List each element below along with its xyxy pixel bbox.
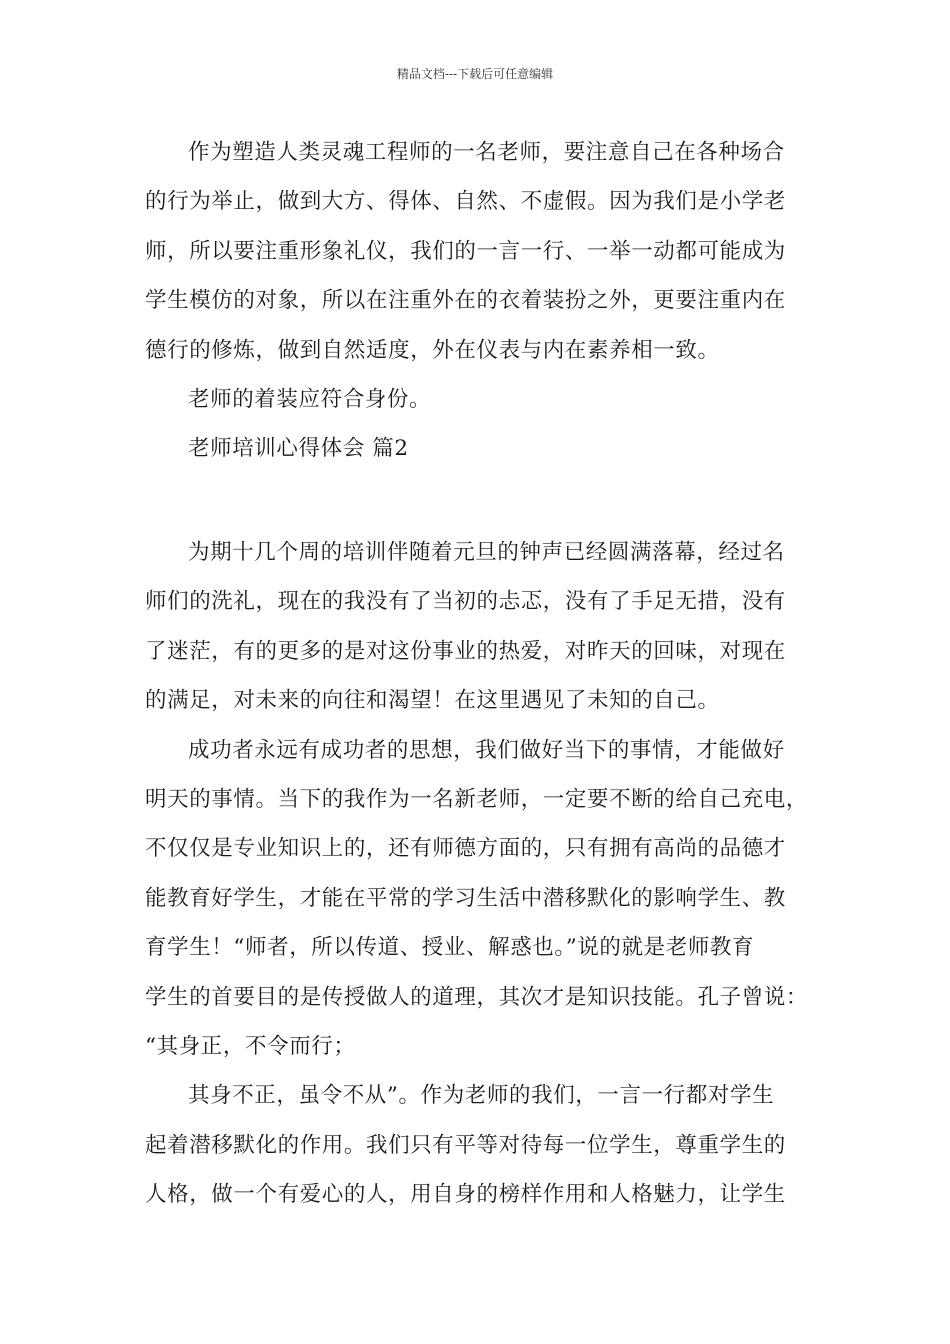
text-line: 其身不正，虽令不从”。作为老师的我们，一言一行都对学生 [188, 1083, 775, 1109]
text-line: 了迷茫，有的更多的是对这份事业的热爱，对昨天的回味，对现在 [145, 638, 786, 664]
text-line: 德行的修炼，做到自然适度，外在仪表与内在素养相一致。 [145, 337, 720, 363]
text-line: 不仅仅是专业知识上的，还有师德方面的，只有拥有高尚的品德才 [145, 836, 786, 862]
text-line: 作为塑造人类灵魂工程师的一名老师，要注意自己在各种场合 [188, 140, 785, 165]
text-line: 学生的首要目的是传授做人的道理，其次才是知识技能。孔子曾说： [145, 984, 809, 1010]
paragraph [145, 128, 807, 375]
text-line: 师们的洗礼，现在的我没有了当初的忐忑，没有了手足无措，没有 [145, 589, 786, 615]
paragraph [145, 726, 807, 1072]
section-heading [145, 424, 807, 473]
section-1 [145, 128, 807, 474]
heading-text: 老师培训心得体会 篇2 [188, 436, 409, 462]
text-line: 老师的着装应符合身份。 [188, 387, 432, 413]
section-2 [145, 528, 807, 1220]
text-line: 育学生！“师者，所以传道、授业、解惑也。”说的就是老师教育 [145, 935, 755, 961]
text-line: 的满足，对未来的向往和渴望！在这里遇见了未知的自己。 [145, 688, 720, 714]
text-line: 起着潜移默化的作用。我们只有平等对待每一位学生，尊重学生的 [145, 1132, 786, 1158]
text-line: 师，所以要注重形象礼仪，我们的一言一行、一举一动都可能成为 [145, 238, 786, 264]
page-header: 精品文档---下载后可任意编辑 [396, 67, 554, 81]
text-line: 明天的事情。当下的我作为一名新老师，一定要不断的给自己充电， [145, 787, 809, 813]
text-line: 人格，做一个有爱心的人，用自身的榜样作用和人格魅力，让学生 [145, 1182, 786, 1208]
paragraph [145, 375, 807, 424]
text-line: 的行为举止，做到大方、得体、自然、不虚假。因为我们是小学老 [145, 189, 786, 215]
text-line: 成功者永远有成功者的思想，我们做好当下的事情，才能做好 [188, 737, 785, 763]
paragraph [145, 1071, 807, 1219]
text-line: 学生模仿的对象，所以在注重外在的衣着装扮之外，更要注重内在 [145, 288, 786, 314]
paragraph [145, 528, 807, 726]
text-line: 能教育好学生，才能在平常的学习生活中潜移默化的影响学生、教 [145, 885, 786, 911]
text-line: 为期十几个周的培训伴随着元旦的钟声已经圆满落幕，经过名 [188, 540, 785, 565]
text-line: “其身正，不令而行； [145, 1034, 356, 1060]
